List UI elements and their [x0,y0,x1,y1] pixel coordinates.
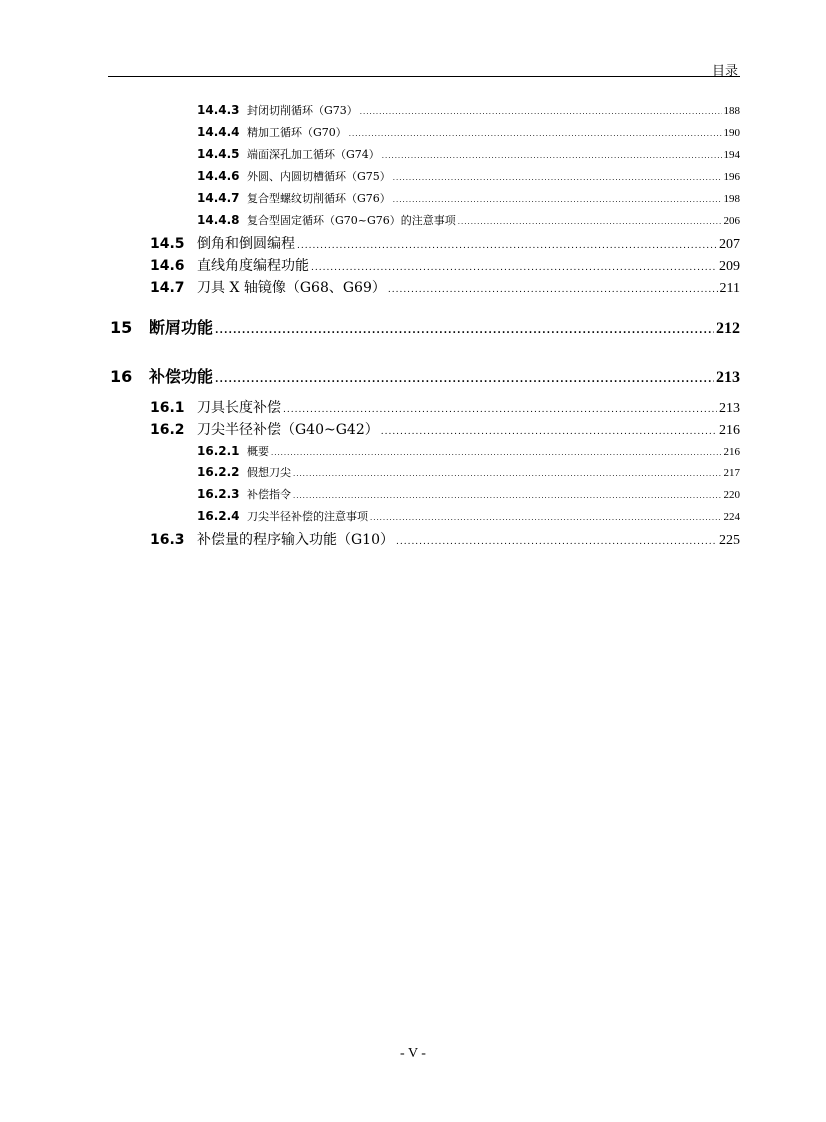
toc-entry-title: 刀尖半径补偿的注意事项 [247,510,368,523]
toc-entry-page: 224 [723,511,740,523]
toc-entry-14-6[interactable] [150,255,740,275]
toc-entry-number: 16.1 [150,400,185,416]
toc-entry-number: 15 [110,318,133,337]
toc-leader-dots [396,537,717,547]
toc-leader-dots [293,470,722,478]
toc-leader-dots [360,108,722,116]
toc-entry-14-4-5[interactable] [197,146,740,162]
toc-entry-number: 16.2.3 [197,487,240,501]
toc-entry-title: 补偿功能 [149,367,214,386]
toc-entry-title: 刀尖半径补偿（G40~G42） [197,422,379,438]
toc-entry-page: 217 [723,467,740,479]
toc-entry-16-2-4[interactable] [197,508,740,524]
header-rule [108,76,740,77]
toc-entry-title: 断屑功能 [149,318,214,337]
toc-entry-14-5[interactable] [150,233,740,253]
toc-entry-title: 复合型螺纹切削循环（G76） [247,192,391,205]
toc-entry-title: 外圆、内圆切槽循环（G75） [247,170,391,183]
toc-leader-dots [215,374,714,385]
toc-entry-number: 14.4.4 [197,125,240,139]
page-number-footer: - V - [400,1046,426,1061]
toc-entry-16-3[interactable] [150,529,740,549]
toc-entry-16-1[interactable] [150,397,740,417]
toc-entry-title: 刀具 X 轴镜像（G68、G69） [197,280,386,296]
toc-leader-dots [393,174,722,182]
toc-leader-dots [388,285,718,295]
toc-entry-number: 16.2.1 [197,444,240,458]
toc-entry-number: 16.2.4 [197,509,240,523]
toc-entry-16-2[interactable] [150,419,740,439]
toc-entry-page: 213 [716,369,740,386]
toc-entry-title: 端面深孔加工循环（G74） [247,148,380,161]
toc-entry-14-7[interactable] [150,277,740,297]
toc-entry-page: 213 [719,401,740,416]
toc-entry-number: 14.4.3 [197,103,240,117]
toc-entry-page: 194 [723,149,740,161]
header-title: 目录 [711,64,738,79]
toc-entry-page: 209 [719,259,740,274]
toc-entry-title: 倒角和倒圆编程 [197,236,295,252]
toc-leader-dots [382,152,722,160]
toc-entry-16-2-2[interactable] [197,464,740,480]
toc-entry-page: 188 [723,105,740,117]
toc-entry-number: 16.2.2 [197,465,240,479]
toc-leader-dots [458,218,722,226]
toc-entry-14-4-4[interactable] [197,124,740,140]
toc-entry-number: 16.3 [150,532,185,548]
toc-entry-14-4-7[interactable] [197,190,740,206]
toc-leader-dots [381,427,717,437]
toc-entry-page: 207 [719,237,740,252]
toc-entry-title: 补偿量的程序输入功能（G10） [197,532,394,548]
toc-entry-title: 封闭切削循环（G73） [247,104,358,117]
toc-entry-14-4-3[interactable] [197,102,740,118]
toc-leader-dots [293,492,722,500]
toc-entry-number: 14.4.8 [197,213,240,227]
toc-leader-dots [297,241,717,251]
toc-entry-number: 14.4.6 [197,169,240,183]
toc-chapter-15[interactable] [110,315,740,338]
toc-leader-dots [370,514,722,522]
toc-entry-number: 14.5 [150,236,185,252]
toc-entry-title: 概要 [247,445,269,458]
toc-leader-dots [349,130,722,138]
toc-entry-title: 直线角度编程功能 [197,258,309,274]
toc-entry-page: 216 [719,423,740,438]
toc-entry-title: 复合型固定循环（G70~G76）的注意事项 [247,214,456,227]
toc-entry-page: 190 [723,127,740,139]
toc-entry-page: 216 [723,446,740,458]
toc-entry-title: 精加工循环（G70） [247,126,347,139]
toc-entry-title: 补偿指令 [247,488,291,501]
toc-entry-number: 14.7 [150,280,185,296]
toc-leader-dots [271,449,722,457]
toc-entry-title: 假想刀尖 [247,466,291,479]
toc-entry-number: 16.2 [150,422,185,438]
toc-entry-title: 刀具长度补偿 [197,400,281,416]
toc-entry-page: 198 [723,193,740,205]
toc-entry-page: 206 [723,215,740,227]
toc-leader-dots [215,325,714,336]
toc-chapter-16[interactable] [110,364,740,387]
toc-entry-16-2-1[interactable] [197,443,740,459]
toc-entry-page: 212 [716,320,740,337]
toc-entry-14-4-6[interactable] [197,168,740,184]
toc-entry-page: 220 [723,489,740,501]
toc-entry-page: 196 [723,171,740,183]
toc-entry-page: 225 [719,533,740,548]
toc-entry-number: 14.6 [150,258,185,274]
toc-entry-14-4-8[interactable] [197,212,740,228]
toc-entry-number: 14.4.5 [197,147,240,161]
toc-entry-16-2-3[interactable] [197,486,740,502]
toc-leader-dots [393,196,722,204]
toc-leader-dots [311,263,717,273]
toc-entry-number: 14.4.7 [197,191,240,205]
toc-leader-dots [283,405,717,415]
toc-entry-page: 211 [719,281,740,296]
toc-entry-number: 16 [110,367,133,386]
